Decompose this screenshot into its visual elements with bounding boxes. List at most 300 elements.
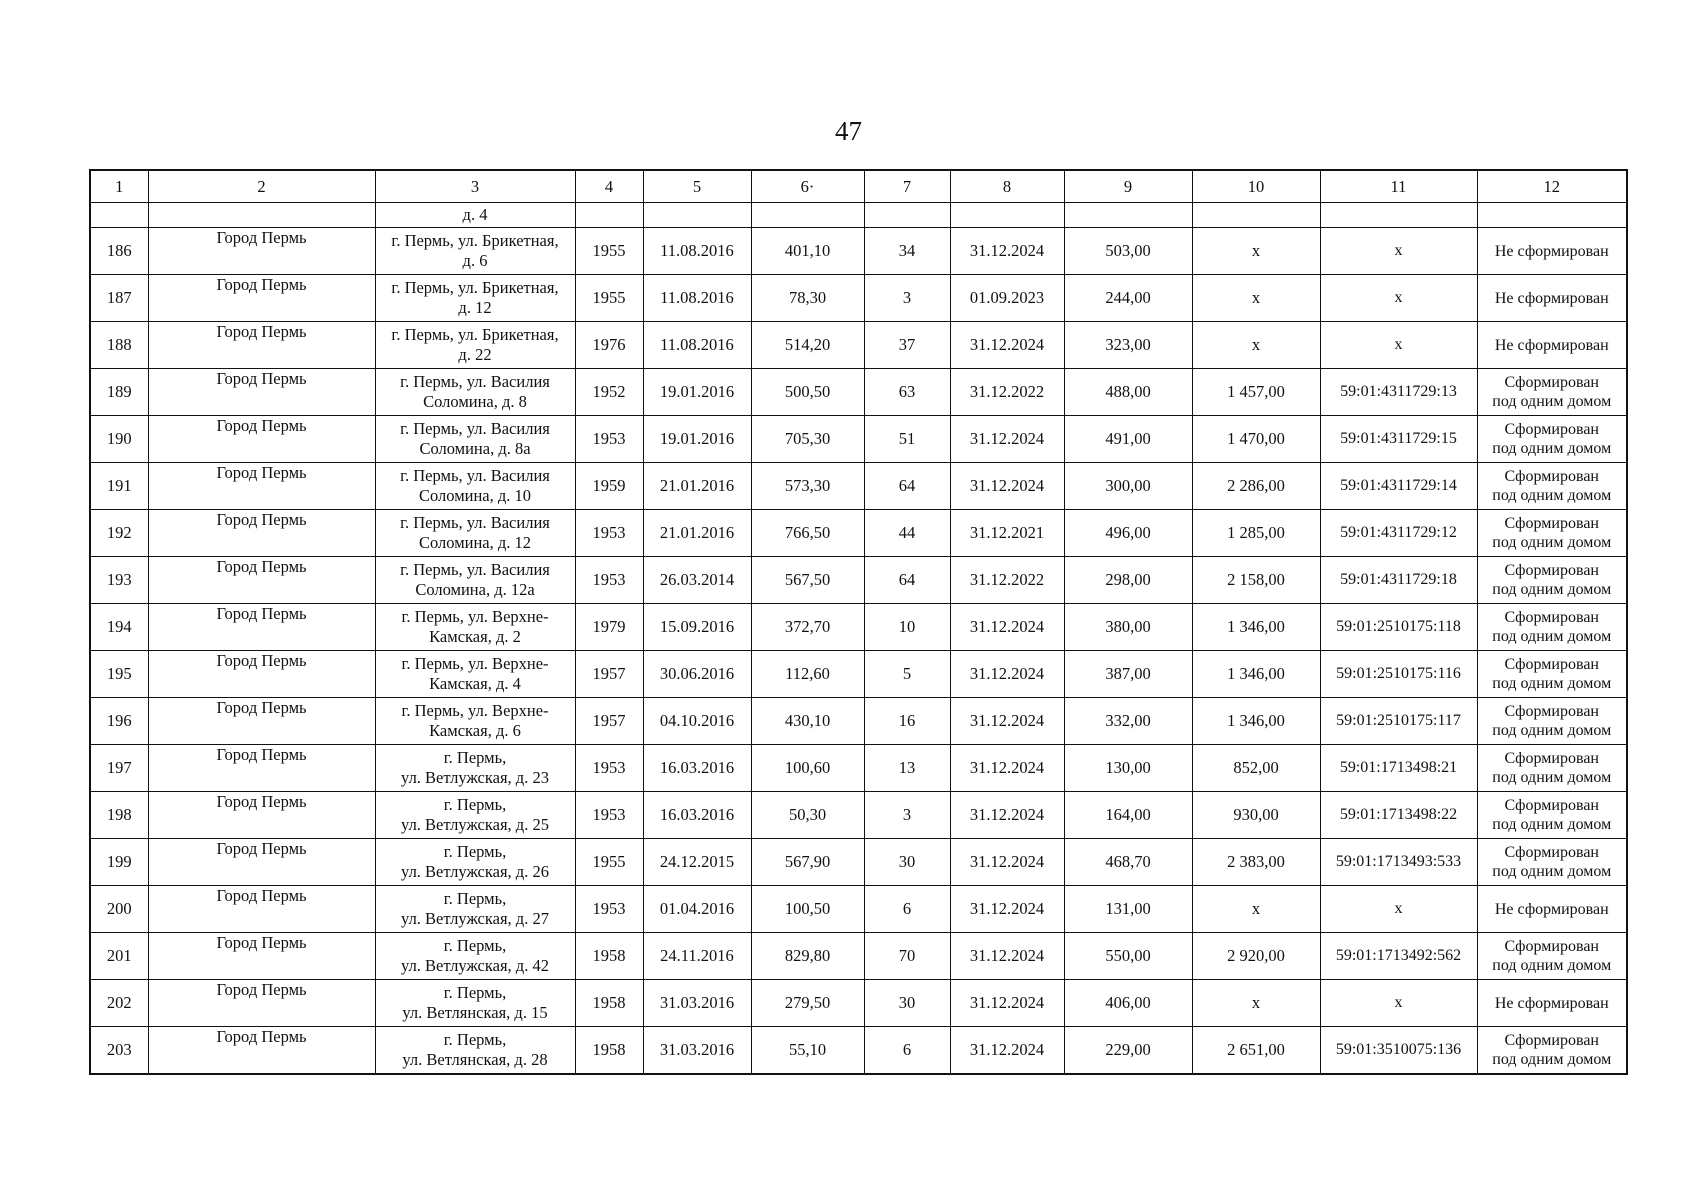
area-cell: 55,10 xyxy=(751,1027,864,1074)
table-row xyxy=(90,604,1627,651)
status-cell-line-1: Сформирован xyxy=(1504,562,1599,579)
cadastral-number-cell: 59:01:1713493:533 xyxy=(1320,839,1477,886)
value-9-cell: 503,00 xyxy=(1064,228,1192,275)
status-cell xyxy=(1477,416,1627,463)
status-cell-line-2: под одним домом xyxy=(1492,769,1612,786)
year-cell: 1958 xyxy=(575,1027,643,1074)
row-number-cell: 201 xyxy=(90,933,148,980)
row-number-cell: 194 xyxy=(90,604,148,651)
cadastral-number-cell: 59:01:4311729:12 xyxy=(1320,510,1477,557)
value-9-cell: 323,00 xyxy=(1064,322,1192,369)
address-cell xyxy=(375,980,575,1027)
area-cell: 50,30 xyxy=(751,792,864,839)
cell xyxy=(864,203,950,228)
address-cell-line-2: Соломина, д. 12а xyxy=(415,580,535,599)
cadastral-number-cell: 59:01:2510175:117 xyxy=(1320,698,1477,745)
year-cell: 1953 xyxy=(575,792,643,839)
address-cell-line-1: г. Пермь, ул. Василия xyxy=(400,513,550,532)
deadline-cell: 31.12.2024 xyxy=(950,839,1064,886)
status-cell xyxy=(1477,698,1627,745)
row-number-cell: 202 xyxy=(90,980,148,1027)
address-cell-line-2: ул. Ветлянская, д. 15 xyxy=(402,1003,548,1022)
address-cell-line-1: г. Пермь, ул. Василия xyxy=(400,560,550,579)
status-cell xyxy=(1477,463,1627,510)
row-number-cell: 188 xyxy=(90,322,148,369)
address-cell-line-2: ул. Ветлужская, д. 25 xyxy=(401,815,549,834)
year-cell: 1957 xyxy=(575,698,643,745)
count-cell: 10 xyxy=(864,604,950,651)
status-cell-line-2: под одним домом xyxy=(1492,628,1612,645)
status-cell xyxy=(1477,745,1627,792)
deadline-cell: 31.12.2024 xyxy=(950,322,1064,369)
table-row xyxy=(90,886,1627,933)
cell xyxy=(1320,203,1477,228)
cadastral-number-cell: 59:01:1713498:21 xyxy=(1320,745,1477,792)
area-cell: 567,50 xyxy=(751,557,864,604)
status-cell xyxy=(1477,933,1627,980)
address-cell-line-2: д. 6 xyxy=(462,251,488,270)
cadastral-number-cell: х xyxy=(1320,228,1477,275)
status-cell-line-2: под одним домом xyxy=(1492,1050,1612,1068)
status-cell-line-1: Сформирован xyxy=(1504,844,1599,861)
municipality-cell: Город Пермь xyxy=(148,510,375,557)
housing-register-table xyxy=(89,169,1628,1075)
value-9-cell: 131,00 xyxy=(1064,886,1192,933)
status-cell xyxy=(1477,792,1627,839)
status-cell xyxy=(1477,1027,1627,1074)
status-cell xyxy=(1477,510,1627,557)
address-cell xyxy=(375,745,575,792)
date-cell: 16.03.2016 xyxy=(643,792,751,839)
address-cell-line-2: Камская, д. 2 xyxy=(429,627,521,646)
table-row xyxy=(90,651,1627,698)
value-10-cell: 930,00 xyxy=(1192,792,1320,839)
area-cell: 829,80 xyxy=(751,933,864,980)
address-cell-line-2: ул. Ветлужская, д. 26 xyxy=(401,862,549,881)
value-9-cell: 496,00 xyxy=(1064,510,1192,557)
address-cell-line-1: г. Пермь, xyxy=(443,842,507,861)
table-row xyxy=(90,416,1627,463)
address-cell xyxy=(375,228,575,275)
address-cell-line-2: ул. Ветлянская, д. 28 xyxy=(402,1049,548,1069)
table-row xyxy=(90,463,1627,510)
column-number-header-row xyxy=(90,170,1627,203)
municipality-cell: Город Пермь xyxy=(148,745,375,792)
address-cell-line-2: д. 12 xyxy=(458,298,492,317)
value-10-cell: х xyxy=(1192,228,1320,275)
count-cell: 30 xyxy=(864,980,950,1027)
year-cell: 1955 xyxy=(575,839,643,886)
date-cell: 15.09.2016 xyxy=(643,604,751,651)
column-number-header: 10 xyxy=(1192,170,1320,203)
deadline-cell: 31.12.2024 xyxy=(950,698,1064,745)
count-cell: 64 xyxy=(864,463,950,510)
deadline-cell: 31.12.2024 xyxy=(950,933,1064,980)
value-10-cell: х xyxy=(1192,322,1320,369)
table-row xyxy=(90,322,1627,369)
status-cell-line-1: Сформирован xyxy=(1504,703,1599,720)
status-cell-line-2: под одним домом xyxy=(1492,816,1612,833)
column-number-header: 5 xyxy=(643,170,751,203)
date-cell: 21.01.2016 xyxy=(643,510,751,557)
deadline-cell: 31.12.2024 xyxy=(950,745,1064,792)
column-number-header: 7 xyxy=(864,170,950,203)
address-cell xyxy=(375,604,575,651)
year-cell: 1958 xyxy=(575,980,643,1027)
table-row xyxy=(90,369,1627,416)
table-row xyxy=(90,839,1627,886)
row-number-cell: 189 xyxy=(90,369,148,416)
value-10-cell: 1 346,00 xyxy=(1192,698,1320,745)
address-cell-line-2: Соломина, д. 8а xyxy=(419,439,531,458)
status-cell-line-2: под одним домом xyxy=(1492,393,1612,410)
row-number-cell: 192 xyxy=(90,510,148,557)
address-cell xyxy=(375,651,575,698)
table-row xyxy=(90,510,1627,557)
value-9-cell: 229,00 xyxy=(1064,1027,1192,1074)
date-cell: 19.01.2016 xyxy=(643,369,751,416)
status-cell-line-1: Сформирован xyxy=(1504,938,1599,955)
status-cell xyxy=(1477,839,1627,886)
cadastral-number-cell: 59:01:3510075:136 xyxy=(1320,1027,1477,1074)
deadline-cell: 31.12.2024 xyxy=(950,651,1064,698)
address-cell-line-1: г. Пермь, xyxy=(443,795,507,814)
cell xyxy=(751,203,864,228)
column-number-header: 2 xyxy=(148,170,375,203)
date-cell: 01.04.2016 xyxy=(643,886,751,933)
year-cell: 1958 xyxy=(575,933,643,980)
value-10-cell: 1 457,00 xyxy=(1192,369,1320,416)
date-cell: 30.06.2016 xyxy=(643,651,751,698)
date-cell: 04.10.2016 xyxy=(643,698,751,745)
status-cell: Не сформирован xyxy=(1477,322,1627,369)
address-cell xyxy=(375,933,575,980)
count-cell: 51 xyxy=(864,416,950,463)
date-cell: 31.03.2016 xyxy=(643,1027,751,1074)
year-cell: 1955 xyxy=(575,228,643,275)
municipality-cell: Город Пермь xyxy=(148,886,375,933)
municipality-cell: Город Пермь xyxy=(148,463,375,510)
column-number-header: 3 xyxy=(375,170,575,203)
area-cell: 573,30 xyxy=(751,463,864,510)
table-row xyxy=(90,980,1627,1027)
value-9-cell: 130,00 xyxy=(1064,745,1192,792)
count-cell: 16 xyxy=(864,698,950,745)
municipality-cell: Город Пермь xyxy=(148,651,375,698)
count-cell: 64 xyxy=(864,557,950,604)
status-cell-line-1: Сформирован xyxy=(1504,1031,1599,1049)
status-cell: Не сформирован xyxy=(1477,228,1627,275)
cell xyxy=(575,203,643,228)
area-cell: 705,30 xyxy=(751,416,864,463)
address-cell-line-2: Соломина, д. 12 xyxy=(418,533,532,552)
value-9-cell: 380,00 xyxy=(1064,604,1192,651)
cadastral-number-cell: 59:01:1713492:562 xyxy=(1320,933,1477,980)
municipality-cell: Город Пермь xyxy=(148,275,375,322)
address-cell-line-1: г. Пермь, ул. Верхне- xyxy=(401,701,549,720)
row-number-cell: 191 xyxy=(90,463,148,510)
value-10-cell: 1 285,00 xyxy=(1192,510,1320,557)
cell xyxy=(1477,203,1627,228)
address-cell xyxy=(375,792,575,839)
status-cell-line-2: под одним домом xyxy=(1492,534,1612,551)
status-cell-line-1: Сформирован xyxy=(1504,515,1599,532)
date-cell: 16.03.2016 xyxy=(643,745,751,792)
value-9-cell: 406,00 xyxy=(1064,980,1192,1027)
area-cell: 514,20 xyxy=(751,322,864,369)
value-10-cell: 2 383,00 xyxy=(1192,839,1320,886)
cadastral-number-cell: 59:01:4311729:13 xyxy=(1320,369,1477,416)
municipality-cell: Город Пермь xyxy=(148,604,375,651)
address-cell-line-1: г. Пермь, ул. Брикетная, xyxy=(391,278,559,297)
count-cell: 34 xyxy=(864,228,950,275)
deadline-cell: 31.12.2021 xyxy=(950,510,1064,557)
municipality-cell: Город Пермь xyxy=(148,416,375,463)
address-cell-line-2: ул. Ветлужская, д. 27 xyxy=(401,909,549,928)
address-cell-line-1: г. Пермь, ул. Брикетная, xyxy=(391,325,559,344)
status-cell-line-2: под одним домом xyxy=(1492,440,1612,457)
date-cell: 24.11.2016 xyxy=(643,933,751,980)
date-cell: 11.08.2016 xyxy=(643,322,751,369)
municipality-cell: Город Пермь xyxy=(148,369,375,416)
table-row xyxy=(90,792,1627,839)
cadastral-number-cell: х xyxy=(1320,980,1477,1027)
value-9-cell: 491,00 xyxy=(1064,416,1192,463)
status-cell-line-2: под одним домом xyxy=(1492,863,1612,880)
cadastral-number-cell: 59:01:4311729:15 xyxy=(1320,416,1477,463)
status-cell-line-1: Сформирован xyxy=(1504,609,1599,626)
value-10-cell: 2 158,00 xyxy=(1192,557,1320,604)
municipality-cell: Город Пермь xyxy=(148,322,375,369)
address-cell-line-1: г. Пермь, ул. Василия xyxy=(400,372,550,391)
value-9-cell: 387,00 xyxy=(1064,651,1192,698)
deadline-cell: 31.12.2024 xyxy=(950,980,1064,1027)
year-cell: 1953 xyxy=(575,745,643,792)
address-cell xyxy=(375,369,575,416)
value-10-cell: х xyxy=(1192,275,1320,322)
status-cell-line-1: Сформирован xyxy=(1504,797,1599,814)
deadline-cell: 31.12.2024 xyxy=(950,228,1064,275)
area-cell: 112,60 xyxy=(751,651,864,698)
row-number-cell: 187 xyxy=(90,275,148,322)
cadastral-number-cell: 59:01:2510175:116 xyxy=(1320,651,1477,698)
value-10-cell: 2 651,00 xyxy=(1192,1027,1320,1074)
address-cell xyxy=(375,510,575,557)
status-cell xyxy=(1477,651,1627,698)
value-9-cell: 300,00 xyxy=(1064,463,1192,510)
value-10-cell: 2 286,00 xyxy=(1192,463,1320,510)
value-9-cell: 164,00 xyxy=(1064,792,1192,839)
column-number-header: 6· xyxy=(751,170,864,203)
address-cell-line-1: г. Пермь, ул. Василия xyxy=(400,419,550,438)
row-number-cell: 199 xyxy=(90,839,148,886)
status-cell-line-1: Сформирован xyxy=(1504,421,1599,438)
cell xyxy=(643,203,751,228)
status-cell xyxy=(1477,604,1627,651)
column-number-header: 9 xyxy=(1064,170,1192,203)
table-row xyxy=(90,745,1627,792)
column-number-header: 12 xyxy=(1477,170,1627,203)
cadastral-number-cell: 59:01:4311729:14 xyxy=(1320,463,1477,510)
municipality-cell: Город Пермь xyxy=(148,933,375,980)
area-cell: 100,50 xyxy=(751,886,864,933)
value-10-cell: 1 470,00 xyxy=(1192,416,1320,463)
year-cell: 1976 xyxy=(575,322,643,369)
row-number-cell: 198 xyxy=(90,792,148,839)
count-cell: 6 xyxy=(864,1027,950,1074)
address-cell-line-2: Соломина, д. 8 xyxy=(423,392,527,411)
municipality-cell: Город Пермь xyxy=(148,1027,375,1074)
count-cell: 3 xyxy=(864,275,950,322)
cadastral-number-cell: 59:01:1713498:22 xyxy=(1320,792,1477,839)
status-cell: Не сформирован xyxy=(1477,886,1627,933)
municipality-cell: Город Пермь xyxy=(148,980,375,1027)
cell xyxy=(1192,203,1320,228)
table-row xyxy=(90,228,1627,275)
date-cell: 19.01.2016 xyxy=(643,416,751,463)
deadline-cell: 31.12.2024 xyxy=(950,416,1064,463)
count-cell: 5 xyxy=(864,651,950,698)
municipality-cell: Город Пермь xyxy=(148,228,375,275)
address-cell-line-2: Камская, д. 6 xyxy=(429,721,521,740)
status-cell-line-1: Сформирован xyxy=(1504,656,1599,673)
year-cell: 1953 xyxy=(575,416,643,463)
value-9-cell: 468,70 xyxy=(1064,839,1192,886)
deadline-cell: 31.12.2022 xyxy=(950,369,1064,416)
cadastral-number-cell: х xyxy=(1320,322,1477,369)
value-9-cell: 244,00 xyxy=(1064,275,1192,322)
address-cell xyxy=(375,557,575,604)
status-cell xyxy=(1477,369,1627,416)
year-cell: 1979 xyxy=(575,604,643,651)
address-cell-line-1: г. Пермь, ул. Василия xyxy=(400,466,550,485)
address-cell-line-1: г. Пермь, xyxy=(443,936,507,955)
municipality-cell: Город Пермь xyxy=(148,698,375,745)
value-10-cell: 1 346,00 xyxy=(1192,604,1320,651)
address-cell-line-2: ул. Ветлужская, д. 23 xyxy=(401,768,549,787)
status-cell-line-1: Сформирован xyxy=(1504,374,1599,391)
value-9-cell: 488,00 xyxy=(1064,369,1192,416)
cadastral-number-cell: х xyxy=(1320,886,1477,933)
deadline-cell: 31.12.2024 xyxy=(950,886,1064,933)
cadastral-number-cell: х xyxy=(1320,275,1477,322)
address-cell-line-1: г. Пермь, ул. Верхне- xyxy=(401,607,549,626)
area-cell: 279,50 xyxy=(751,980,864,1027)
status-cell: Не сформирован xyxy=(1477,275,1627,322)
continued-address-cell: д. 4 xyxy=(375,203,575,228)
address-cell-line-1: г. Пермь, ул. Верхне- xyxy=(401,654,549,673)
address-cell-line-2: Камская, д. 4 xyxy=(429,674,521,693)
row-number-cell: 197 xyxy=(90,745,148,792)
address-cell xyxy=(375,698,575,745)
status-cell-line-2: под одним домом xyxy=(1492,581,1612,598)
status-cell-line-2: под одним домом xyxy=(1492,957,1612,974)
date-cell: 26.03.2014 xyxy=(643,557,751,604)
column-number-header: 11 xyxy=(1320,170,1477,203)
row-number-cell: 203 xyxy=(90,1027,148,1074)
address-cell xyxy=(375,886,575,933)
deadline-cell: 31.12.2024 xyxy=(950,463,1064,510)
address-cell-line-2: Соломина, д. 10 xyxy=(418,486,532,505)
deadline-cell: 31.12.2024 xyxy=(950,604,1064,651)
status-cell-line-1: Сформирован xyxy=(1504,468,1599,485)
row-number-cell: 195 xyxy=(90,651,148,698)
cell xyxy=(148,203,375,228)
page-number: 47 xyxy=(835,116,862,146)
date-cell: 11.08.2016 xyxy=(643,275,751,322)
year-cell: 1953 xyxy=(575,886,643,933)
area-cell: 430,10 xyxy=(751,698,864,745)
column-number-header: 1 xyxy=(90,170,148,203)
value-10-cell: 2 920,00 xyxy=(1192,933,1320,980)
address-cell xyxy=(375,275,575,322)
deadline-cell: 01.09.2023 xyxy=(950,275,1064,322)
count-cell: 37 xyxy=(864,322,950,369)
value-10-cell: х xyxy=(1192,886,1320,933)
date-cell: 11.08.2016 xyxy=(643,228,751,275)
area-cell: 567,90 xyxy=(751,839,864,886)
table-row xyxy=(90,557,1627,604)
municipality-cell: Город Пермь xyxy=(148,557,375,604)
count-cell: 13 xyxy=(864,745,950,792)
cadastral-number-cell: 59:01:2510175:118 xyxy=(1320,604,1477,651)
count-cell: 30 xyxy=(864,839,950,886)
address-cell-line-1: г. Пермь, xyxy=(443,748,507,767)
row-number-cell: 196 xyxy=(90,698,148,745)
address-cell xyxy=(375,416,575,463)
table-row xyxy=(90,275,1627,322)
date-cell: 31.03.2016 xyxy=(643,980,751,1027)
year-cell: 1957 xyxy=(575,651,643,698)
table-row xyxy=(90,933,1627,980)
status-cell-line-2: под одним домом xyxy=(1492,675,1612,692)
address-cell-line-1: г. Пермь, xyxy=(443,889,507,908)
value-10-cell: х xyxy=(1192,980,1320,1027)
status-cell-line-2: под одним домом xyxy=(1492,722,1612,739)
value-9-cell: 550,00 xyxy=(1064,933,1192,980)
address-cell xyxy=(375,322,575,369)
area-cell: 766,50 xyxy=(751,510,864,557)
area-cell: 372,70 xyxy=(751,604,864,651)
cell xyxy=(1064,203,1192,228)
area-cell: 500,50 xyxy=(751,369,864,416)
municipality-cell: Город Пермь xyxy=(148,839,375,886)
cell xyxy=(950,203,1064,228)
value-9-cell: 332,00 xyxy=(1064,698,1192,745)
date-cell: 21.01.2016 xyxy=(643,463,751,510)
column-number-header: 8 xyxy=(950,170,1064,203)
value-9-cell: 298,00 xyxy=(1064,557,1192,604)
address-cell xyxy=(375,1027,575,1074)
row-number-cell: 200 xyxy=(90,886,148,933)
municipality-cell: Город Пермь xyxy=(148,792,375,839)
year-cell: 1953 xyxy=(575,557,643,604)
address-cell-line-1: г. Пермь, xyxy=(443,983,507,1002)
year-cell: 1959 xyxy=(575,463,643,510)
address-cell-line-1: г. Пермь, ул. Брикетная, xyxy=(391,231,559,250)
count-cell: 44 xyxy=(864,510,950,557)
address-cell-line-2: д. 22 xyxy=(458,345,492,364)
value-10-cell: 852,00 xyxy=(1192,745,1320,792)
column-number-header: 4 xyxy=(575,170,643,203)
status-cell: Не сформирован xyxy=(1477,980,1627,1027)
continuation-row xyxy=(90,203,1627,228)
area-cell: 401,10 xyxy=(751,228,864,275)
address-cell-line-2: ул. Ветлужская, д. 42 xyxy=(401,956,549,975)
count-cell: 63 xyxy=(864,369,950,416)
year-cell: 1953 xyxy=(575,510,643,557)
count-cell: 3 xyxy=(864,792,950,839)
